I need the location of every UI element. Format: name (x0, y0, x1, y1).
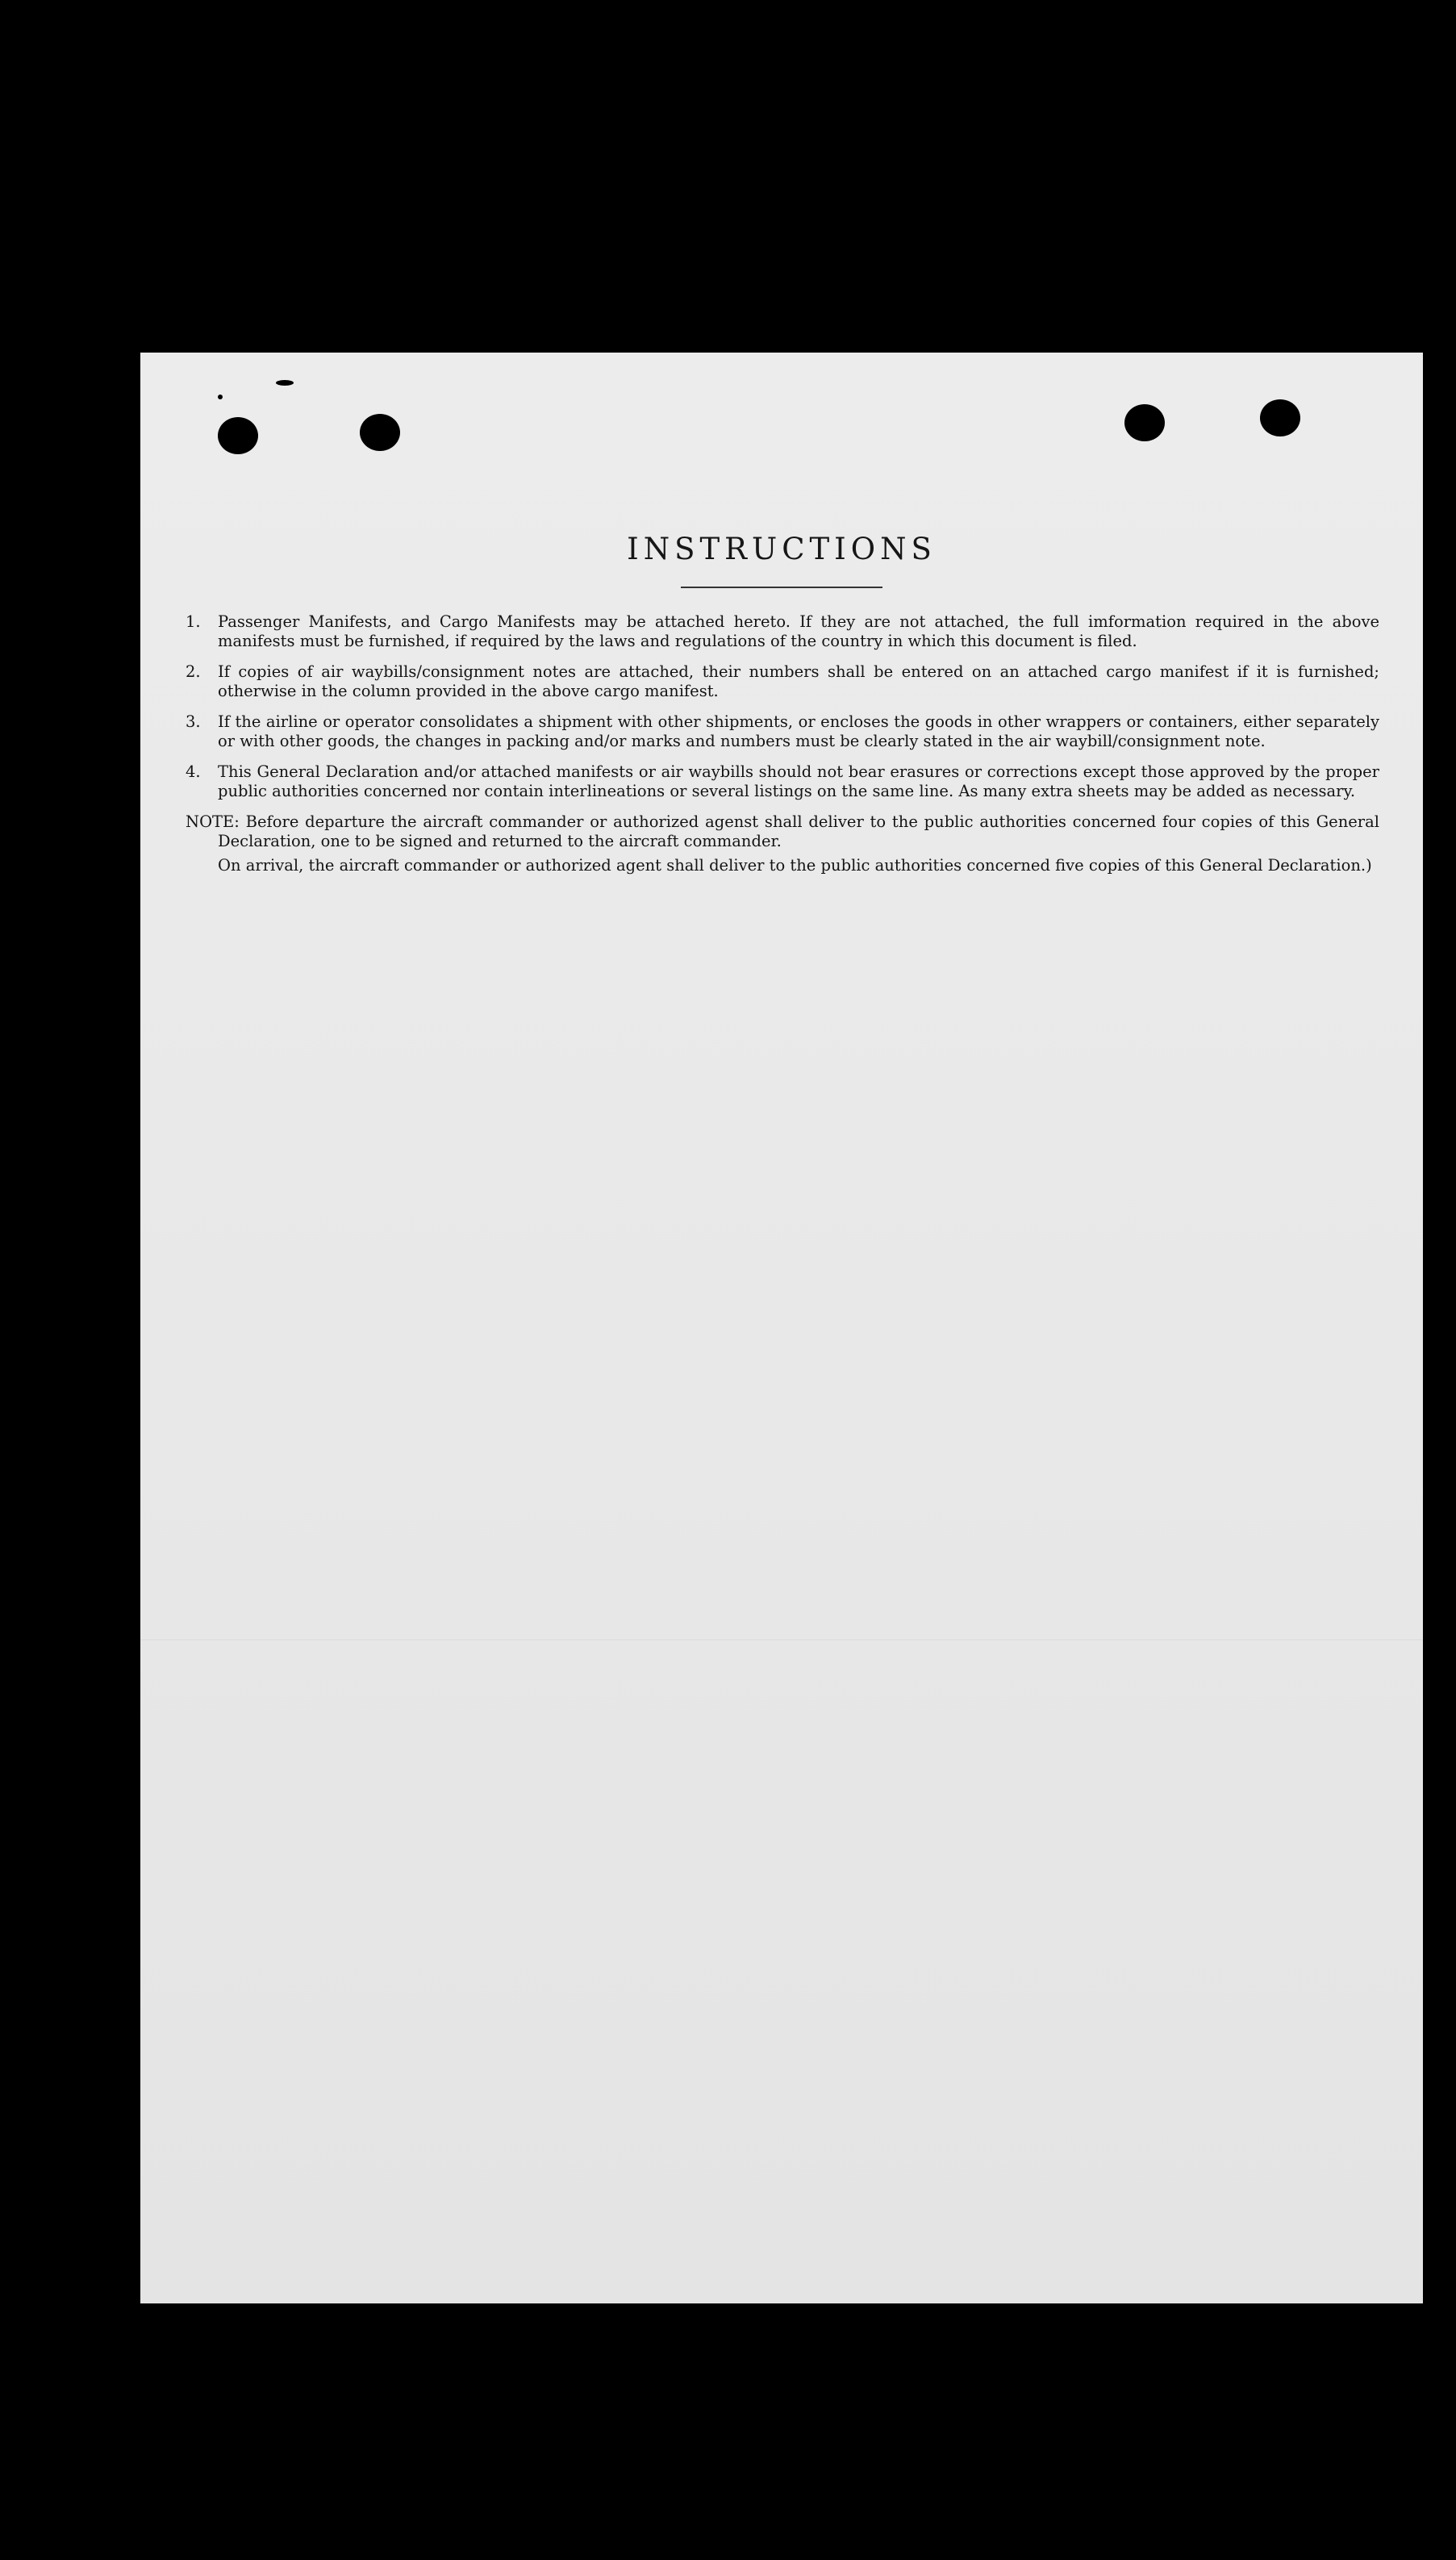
instruction-item (186, 762, 1379, 801)
item-text: Passenger Manifests, and Cargo Manifests may be attached hereto. If they are not attached, the full imformation required in the above manifests must be furnished, if required by the laws and regulations of the country in which this document is filed. (218, 612, 1379, 650)
note-text: Before departure the aircraft commander or authorized agenst shall deliver to the public authorities concerned four copies of this General Declaration, one to be signed and returned to the aircraft commander. (218, 812, 1379, 850)
note-label: NOTE: (186, 812, 240, 831)
document-page (140, 353, 1423, 2303)
note-block (186, 812, 1379, 875)
paper-speck (218, 395, 223, 399)
page-title: INSTRUCTIONS (627, 532, 937, 566)
instruction-item (186, 712, 1379, 751)
punch-hole (218, 417, 258, 454)
instruction-item (186, 662, 1379, 701)
paper-speck (276, 380, 294, 386)
item-text: If the airline or operator consolidates a shipment with other shipments, or encloses the goods in other wrappers or containers, either separately or with other goods, the changes in packing and/or marks and numbers must be clearly stated in the air waybill/consignment note. (218, 712, 1379, 750)
item-number: 3. (186, 712, 201, 731)
item-text: This General Declaration and/or attached manifests or air waybills should not bear erasures or corrections except those approved by the proper public authorities concerned nor contain interlineations or several listings on the same line. As many extra sheets may be added as necessary. (218, 762, 1379, 800)
punch-hole (1124, 404, 1165, 441)
item-text: If copies of air waybills/consignment notes are attached, their numbers shall be entered on an attached cargo manifest if it is furnished; otherwise in the column provided in the above cargo manifest. (218, 662, 1379, 700)
note-paragraph: On arrival, the aircraft commander or authorized agent shall deliver to the public authorities concerned five copies of this General Declaration.) (218, 856, 1372, 875)
note-paragraph (186, 812, 1379, 851)
item-number: 2. (186, 662, 201, 681)
punch-hole (360, 414, 400, 451)
item-number: 1. (186, 612, 201, 631)
instructions-list (186, 612, 1379, 880)
fold-line (140, 1639, 1423, 1640)
title-underline (681, 587, 882, 588)
item-number: 4. (186, 762, 201, 781)
punch-hole (1260, 399, 1300, 436)
instruction-item (186, 612, 1379, 651)
